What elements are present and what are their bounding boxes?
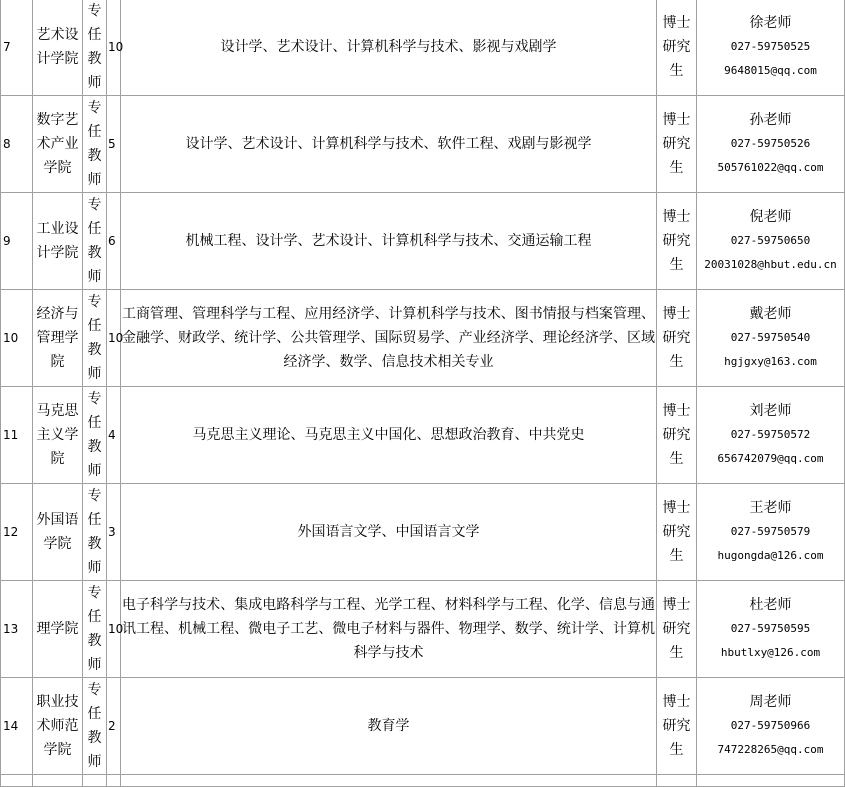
table-row [1, 484, 845, 581]
position-count: 3 [107, 484, 121, 581]
degree-requirement: 博士研究生 [657, 0, 697, 96]
contact-email[interactable]: 505761022@qq.com [717, 161, 824, 174]
table-row [1, 775, 845, 787]
contact-name: 刘老师 [749, 403, 792, 419]
position-count: 6 [107, 193, 121, 290]
contact-info [697, 678, 845, 775]
row-number: 11 [1, 387, 33, 484]
required-majors: 电子科学与技术、集成电路科学与工程、光学工程、材料科学与工程、化学、信息与通讯工程、机械工程、微电子工艺、微电子材料与器件、物理学、数学、统计学、计算机科学与技术 [121, 581, 657, 678]
contact-name: 戴老师 [749, 306, 792, 322]
position-type: 专任教师 [83, 484, 107, 581]
contact-info [697, 387, 845, 484]
row-number: 14 [1, 678, 33, 775]
table-row [1, 290, 845, 387]
contact-info [697, 193, 845, 290]
row-number: 8 [1, 96, 33, 193]
required-majors: 马克思主义理论、马克思主义中国化、思想政治教育、中共党史 [121, 387, 657, 484]
position-count: 10 [107, 0, 121, 96]
contact-name: 孙老师 [749, 112, 792, 128]
required-majors: 工商管理、管理科学与工程、应用经济学、计算机科学与技术、图书情报与档案管理、金融学、财政学、统计学、公共管理学、国际贸易学、产业经济学、理论经济学、区域经济学、数学、信息技术相关专业 [121, 290, 657, 387]
position-count: 4 [107, 387, 121, 484]
contact-phone: 027-59750572 [730, 428, 811, 441]
college-name: 理学院 [33, 581, 83, 678]
contact-name: 倪老师 [749, 209, 792, 225]
contact-email[interactable]: hbutlxy@126.com [720, 646, 821, 659]
degree-requirement: 博士研究生 [657, 387, 697, 484]
contact-email[interactable]: 747228265@qq.com [717, 743, 824, 756]
contact-phone: 027-59750540 [730, 331, 811, 344]
contact-phone: 027-59750579 [730, 525, 811, 538]
position-type: 专任教师 [83, 96, 107, 193]
position-type: 专任教师 [83, 581, 107, 678]
position-count: 5 [107, 96, 121, 193]
required-majors: 设计学、艺术设计、计算机科学与技术、影视与戏剧学 [121, 0, 657, 96]
row-number: 9 [1, 193, 33, 290]
degree-requirement: 博士研究生 [657, 678, 697, 775]
degree-requirement: 博士研究生 [657, 290, 697, 387]
contact-email[interactable]: hgjgxy@163.com [724, 355, 817, 368]
table-row [1, 581, 845, 678]
degree-requirement: 博士研究生 [657, 581, 697, 678]
contact-name: 王老师 [749, 500, 792, 516]
contact-name: 徐老师 [749, 15, 792, 31]
position-type: 专任教师 [83, 193, 107, 290]
college-name: 艺术设计学院 [33, 0, 83, 96]
contact-phone: 027-59750650 [730, 234, 811, 247]
contact-email[interactable]: 656742079@qq.com [717, 452, 824, 465]
contact-phone: 027-59750966 [730, 719, 811, 732]
contact-info [697, 581, 845, 678]
required-majors: 教育学 [121, 678, 657, 775]
table-row [1, 0, 845, 96]
contact-info [697, 0, 845, 96]
degree-requirement: 博士研究生 [657, 193, 697, 290]
table-row [1, 193, 845, 290]
row-number: 12 [1, 484, 33, 581]
college-name: 马克思主义学院 [33, 387, 83, 484]
contact-info [697, 96, 845, 193]
contact-phone: 027-59750525 [730, 40, 811, 53]
position-type: 专任教师 [83, 290, 107, 387]
contact-phone: 027-59750595 [730, 622, 811, 635]
contact-info [697, 290, 845, 387]
row-number: 13 [1, 581, 33, 678]
college-name: 工业设计学院 [33, 193, 83, 290]
college-name: 经济与管理学院 [33, 290, 83, 387]
contact-email[interactable]: 9648015@qq.com [724, 64, 817, 77]
position-type: 专任教师 [83, 0, 107, 96]
degree-requirement: 博士研究生 [657, 484, 697, 581]
table-row [1, 96, 845, 193]
college-name: 外国语学院 [33, 484, 83, 581]
table-row [1, 678, 845, 775]
table-body [1, 0, 845, 787]
contact-email[interactable]: hugongda@126.com [717, 549, 824, 562]
required-majors: 机械工程、设计学、艺术设计、计算机科学与技术、交通运输工程 [121, 193, 657, 290]
position-type: 专任教师 [83, 678, 107, 775]
position-count: 10 [107, 581, 121, 678]
row-number: 10 [1, 290, 33, 387]
contact-phone: 027-59750526 [730, 137, 811, 150]
position-count: 2 [107, 678, 121, 775]
row-number: 7 [1, 0, 33, 96]
contact-email[interactable]: 20031028@hbut.edu.cn [704, 258, 837, 271]
contact-info [697, 484, 845, 581]
required-majors: 外国语言文学、中国语言文学 [121, 484, 657, 581]
contact-name: 周老师 [749, 694, 792, 710]
required-majors: 设计学、艺术设计、计算机科学与技术、软件工程、戏剧与影视学 [121, 96, 657, 193]
college-name: 职业技术师范学院 [33, 678, 83, 775]
table-row [1, 387, 845, 484]
college-name: 数字艺术产业学院 [33, 96, 83, 193]
position-count: 10 [107, 290, 121, 387]
contact-name: 杜老师 [749, 597, 792, 613]
position-type: 专任教师 [83, 387, 107, 484]
degree-requirement: 博士研究生 [657, 96, 697, 193]
